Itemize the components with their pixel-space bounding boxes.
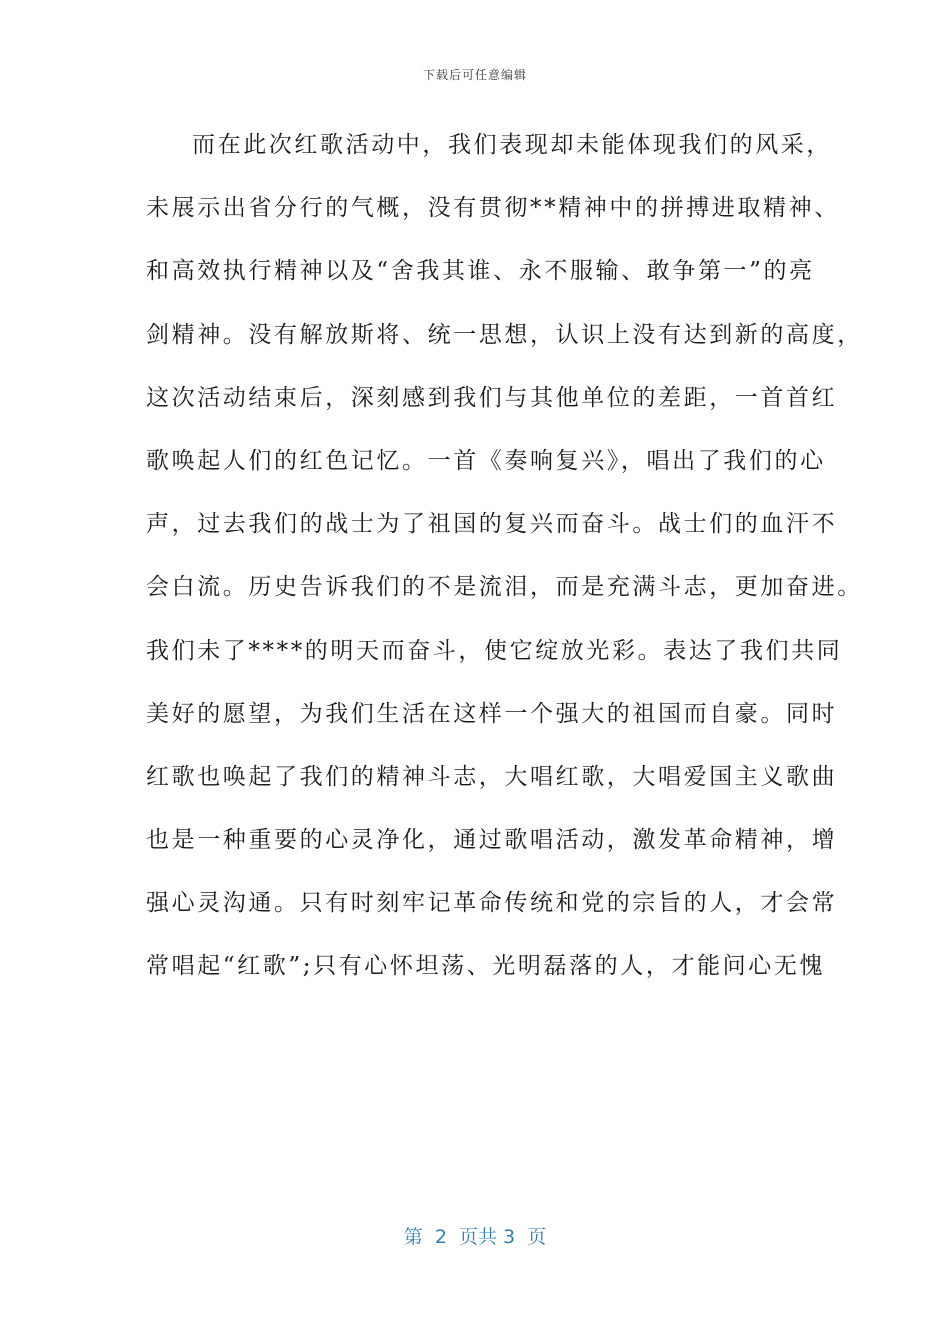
paragraph-line: 声，过去我们的战士为了祖国的复兴而奋斗。战士们的血汗不 <box>146 511 838 538</box>
page-number: 第 2 页共 3 页 <box>403 1226 547 1248</box>
paragraph-line: 常唱起“红歌”;只有心怀坦荡、光明磊落的人，才能问心无愧 <box>146 953 826 980</box>
paragraph-line: 会白流。历史告诉我们的不是流泪，而是充满斗志，更加奋进。 <box>146 574 863 601</box>
header-note: 下载后可任意编辑 <box>422 68 527 82</box>
paragraph-line: 也是一种重要的心灵净化，通过歌唱活动，激发革命精神，增 <box>146 827 838 854</box>
paragraph-line: 红歌也唤起了我们的精神斗志，大唱红歌，大唱爱国主义歌曲 <box>146 763 838 790</box>
paragraph-line: 我们未了****的明天而奋斗，使它绽放光彩。表达了我们共同 <box>146 637 843 664</box>
paragraph-line: 而在此次红歌活动中，我们表现却未能体现我们的风采， <box>192 132 832 158</box>
paragraph-line: 剑精神。没有解放斯将、统一思想，认识上没有达到新的高度， <box>146 321 863 348</box>
paragraph-line: 强心灵沟通。只有时刻牢记革命传统和党的宗旨的人，才会常 <box>146 890 838 917</box>
document-body <box>146 118 863 1003</box>
paragraph-line: 歌唤起人们的红色记忆。一首《奏响复兴》，唱出了我们的心 <box>146 447 826 474</box>
paragraph-line: 和高效执行精神以及“舍我其谁、永不服输、敢争第一”的亮 <box>146 258 815 285</box>
paragraph-line: 美好的愿望，为我们生活在这样一个强大的祖国而自豪。同时 <box>146 700 838 727</box>
paragraph-line: 未展示出省分行的气概，没有贯彻**精神中的拼搏进取精神、 <box>146 195 840 222</box>
paragraph-line: 这次活动结束后，深刻感到我们与其他单位的差距，一首首红 <box>146 384 838 411</box>
